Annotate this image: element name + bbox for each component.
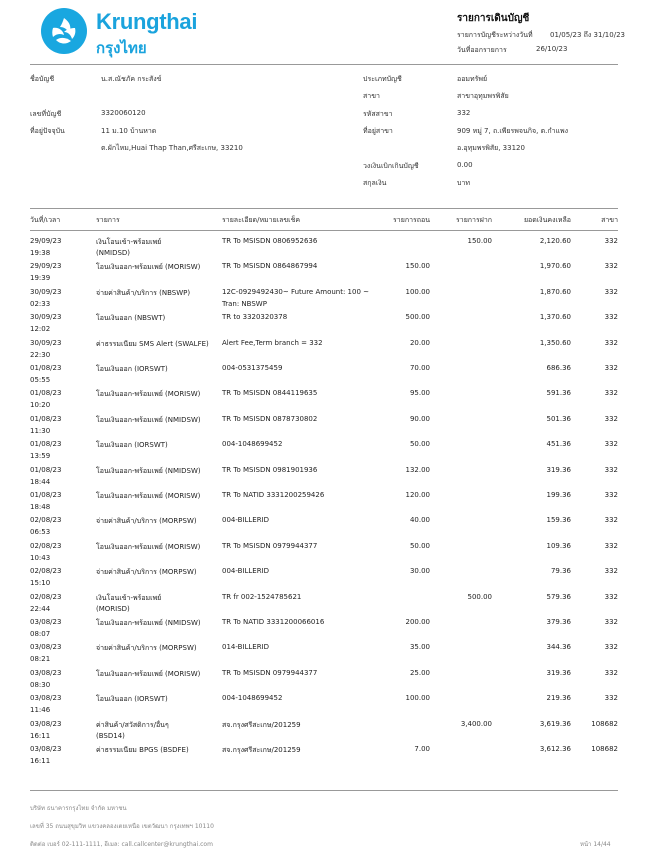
branch-address-line1: 909 หมู่ 7, ถ.เพียรพจนกิจ, ต.กำแพง bbox=[457, 127, 569, 135]
branch-name: สาขาอุทุมพรพิสัย bbox=[457, 92, 509, 100]
row-branch: 332 bbox=[604, 313, 618, 322]
row-branch: 332 bbox=[604, 567, 618, 576]
branch-code: 332 bbox=[457, 109, 471, 117]
row-withdraw: 100.00 bbox=[405, 694, 430, 703]
row-balance: 591.36 bbox=[546, 389, 571, 398]
row-deposit: 500.00 bbox=[467, 592, 492, 601]
row-item: จ่ายค่าสินค้า/บริการ (MORPSW) bbox=[96, 517, 197, 526]
row-branch: 332 bbox=[604, 541, 618, 550]
row-withdraw: 25.00 bbox=[409, 668, 430, 677]
row-branch: 332 bbox=[604, 643, 618, 652]
row-detail: TR To MSISDN 0979944377 bbox=[222, 541, 318, 550]
row-withdraw: 50.00 bbox=[409, 440, 430, 449]
row-withdraw: 150.00 bbox=[405, 262, 430, 271]
account-number: 3320060120 bbox=[101, 109, 146, 117]
row-balance: 579.36 bbox=[546, 592, 571, 601]
issue-date-label: วันที่ออกรายการ bbox=[457, 46, 507, 54]
footer-divider bbox=[30, 790, 618, 791]
row-time: 11:46 bbox=[30, 706, 51, 715]
row-detail2: Tran: NBSWP bbox=[222, 299, 267, 308]
row-item: โอนเงินออก-พร้อมเพย์ (NMIDSW) bbox=[96, 415, 201, 424]
period-label: รายการบัญชีระหว่างวันที่ bbox=[457, 31, 533, 39]
row-item: ค่าธรรมเนียม SMS Alert (SWALFE) bbox=[96, 339, 209, 348]
row-date: 30/09/23 bbox=[30, 338, 62, 347]
row-item: จ่ายค่าสินค้า/บริการ (MORPSW) bbox=[96, 644, 197, 653]
row-date: 02/08/23 bbox=[30, 567, 62, 576]
row-date: 03/08/23 bbox=[30, 745, 62, 753]
row-item: เงินโอนเข้า-พร้อมเพย์ bbox=[96, 238, 162, 246]
row-time: 19:39 bbox=[30, 274, 51, 283]
row-balance: 79.36 bbox=[550, 567, 571, 576]
row-detail: สจ.กรุงศรีสะเกษ/201259 bbox=[222, 720, 301, 729]
row-date: 01/08/23 bbox=[30, 389, 62, 398]
row-detail: 004-1048699452 bbox=[222, 440, 283, 449]
row-withdraw: 40.00 bbox=[409, 516, 430, 525]
row-detail: TR To MSISDN 0981901936 bbox=[222, 465, 318, 474]
row-item2: (MORISD) bbox=[96, 604, 130, 613]
row-time: 08:30 bbox=[30, 680, 51, 689]
row-deposit: 3,400.00 bbox=[460, 719, 492, 728]
row-withdraw: 95.00 bbox=[409, 389, 430, 398]
branch-address-line2: อ.อุทุมพรพิสัย, 33120 bbox=[457, 144, 525, 152]
doc-title: รายการเดินบัญชี bbox=[457, 13, 530, 24]
row-time: 22:44 bbox=[30, 604, 51, 613]
row-item: โอนเงินออก-พร้อมเพย์ (NMIDSW) bbox=[96, 619, 201, 627]
row-date: 01/08/23 bbox=[30, 491, 62, 499]
row-detail: 004-BILLERID bbox=[222, 516, 270, 525]
row-detail: TR To MSISDN 0864867994 bbox=[222, 262, 318, 271]
row-branch: 108682 bbox=[591, 745, 618, 753]
row-balance: 344.36 bbox=[546, 643, 571, 652]
row-branch: 332 bbox=[604, 237, 618, 245]
branch-code-label: รหัสสาขา bbox=[363, 110, 393, 118]
row-withdraw: 90.00 bbox=[409, 414, 430, 423]
row-branch: 332 bbox=[604, 262, 618, 271]
row-withdraw: 200.00 bbox=[405, 618, 430, 626]
row-time: 12:02 bbox=[30, 325, 51, 334]
row-detail: TR To MSISDN 0878730802 bbox=[222, 414, 318, 423]
address-line1: 11 ม.10 บ้านหาด bbox=[101, 127, 157, 135]
row-time: 18:48 bbox=[30, 503, 51, 511]
row-withdraw: 7.00 bbox=[414, 745, 430, 753]
col-header-detail: รายละเอียด/หมายเลขเช็ค bbox=[222, 216, 300, 224]
row-date: 01/08/23 bbox=[30, 440, 62, 449]
address-label: ที่อยู่ปัจจุบัน bbox=[30, 127, 65, 135]
row-time: 16:11 bbox=[30, 731, 51, 740]
row-item: โอนเงินออก-พร้อมเพย์ (MORISW) bbox=[96, 390, 201, 399]
row-time: 10:43 bbox=[30, 553, 51, 562]
row-branch: 332 bbox=[604, 338, 618, 347]
address-line2: ต.ผักไหม,Huai Thap Than,ศรีสะเกษ, 33210 bbox=[101, 144, 243, 152]
row-branch: 332 bbox=[604, 287, 618, 296]
row-detail: 12C-0929492430~ Future Amount: 100 ~ bbox=[222, 287, 370, 296]
row-time: 15:10 bbox=[30, 579, 51, 588]
row-balance: 159.36 bbox=[546, 516, 571, 525]
row-time: 11:30 bbox=[30, 426, 51, 435]
row-balance: 3,619.36 bbox=[539, 719, 571, 728]
row-time: 19:38 bbox=[30, 249, 51, 257]
row-time: 10:20 bbox=[30, 401, 51, 410]
brand-name-en: Krungthai bbox=[96, 9, 198, 34]
footer-company: บริษัท ธนาคารกรุงไทย จำกัด มหาชน bbox=[30, 805, 127, 812]
row-time: 22:30 bbox=[30, 350, 51, 359]
row-withdraw: 132.00 bbox=[405, 465, 430, 474]
row-detail: 004-0531375459 bbox=[222, 364, 283, 372]
col-header-withdraw: รายการถอน bbox=[393, 216, 430, 224]
row-withdraw: 500.00 bbox=[405, 313, 430, 322]
row-item: ค่าธรรมเนียม BPGS (BSDFE) bbox=[96, 746, 189, 754]
row-detail: Alert Fee,Term branch = 332 bbox=[222, 338, 323, 347]
row-time: 13:59 bbox=[30, 452, 51, 461]
row-detail: TR To MSISDN 0844119635 bbox=[222, 389, 318, 398]
row-date: 03/08/23 bbox=[30, 618, 62, 626]
row-withdraw: 70.00 bbox=[409, 364, 430, 372]
row-balance: 2,120.60 bbox=[539, 237, 571, 245]
row-balance: 109.36 bbox=[546, 541, 571, 550]
row-balance: 1,350.60 bbox=[539, 338, 571, 347]
row-withdraw: 50.00 bbox=[409, 541, 430, 550]
footer-address: เลขที่ 35 ถนนสุขุมวิท แขวงคลองเตยเหนือ เขตวัฒนา กรุงเทพฯ 10110 bbox=[30, 823, 214, 830]
row-date: 03/08/23 bbox=[30, 643, 62, 652]
currency-label: สกุลเงิน bbox=[363, 179, 387, 187]
row-withdraw: 20.00 bbox=[409, 338, 430, 347]
row-date: 01/08/23 bbox=[30, 414, 62, 423]
row-date: 03/08/23 bbox=[30, 668, 62, 677]
row-item: โอนเงินออก (IORSWT) bbox=[96, 695, 168, 704]
footer-contact: ติดต่อ เบอร์ 02-111-1111, อีเมล: call.callcenter@krungthai.com bbox=[30, 841, 213, 848]
row-detail: TR To NATID 3331200259426 bbox=[222, 491, 325, 499]
row-balance: 219.36 bbox=[546, 694, 571, 703]
row-branch: 332 bbox=[604, 491, 618, 499]
row-withdraw: 100.00 bbox=[405, 287, 430, 296]
overdraft-label: วงเงินเบิกเกินบัญชี bbox=[363, 162, 419, 170]
header-divider bbox=[30, 64, 618, 65]
row-branch: 332 bbox=[604, 389, 618, 398]
row-date: 03/08/23 bbox=[30, 694, 62, 703]
row-time: 02:33 bbox=[30, 299, 51, 308]
col-header-balance: ยอดเงินคงเหลือ bbox=[523, 216, 571, 224]
row-date: 01/08/23 bbox=[30, 364, 62, 372]
row-detail: TR to 3320320378 bbox=[222, 313, 288, 322]
row-time: 18:44 bbox=[30, 477, 51, 486]
row-date: 30/09/23 bbox=[30, 287, 62, 296]
row-time: 08:07 bbox=[30, 630, 51, 638]
brand-name-th: กรุงไทย bbox=[96, 39, 147, 57]
row-branch: 108682 bbox=[591, 719, 618, 728]
account-type: ออมทรัพย์ bbox=[457, 75, 488, 83]
row-date: 01/08/23 bbox=[30, 465, 62, 474]
row-branch: 332 bbox=[604, 668, 618, 677]
table-top-divider bbox=[30, 208, 618, 209]
account-type-label: ประเภทบัญชี bbox=[363, 75, 402, 83]
row-balance: 451.36 bbox=[546, 440, 571, 449]
account-name: น.ส.ณัชภัค กระสังข์ bbox=[101, 75, 162, 83]
row-item: โอนเงินออก-พร้อมเพย์ (MORISW) bbox=[96, 669, 201, 678]
row-item: ค่าสินค้า/สวัสดิการ/อื่นๆ bbox=[96, 720, 169, 729]
footer-page-number: หน้า 14/44 bbox=[580, 841, 611, 848]
row-deposit: 150.00 bbox=[467, 237, 492, 245]
row-branch: 332 bbox=[604, 440, 618, 449]
row-date: 02/08/23 bbox=[30, 592, 62, 601]
row-time: 16:11 bbox=[30, 757, 51, 765]
row-balance: 501.36 bbox=[546, 414, 571, 423]
col-header-item: รายการ bbox=[96, 216, 120, 224]
row-item2: (BSD14) bbox=[96, 731, 125, 740]
row-branch: 332 bbox=[604, 414, 618, 423]
row-withdraw: 30.00 bbox=[409, 567, 430, 576]
row-item: โอนเงินออก (IORSWT) bbox=[96, 365, 168, 373]
row-balance: 1,970.60 bbox=[539, 262, 571, 271]
row-detail: 004-BILLERID bbox=[222, 567, 270, 576]
row-balance: 1,370.60 bbox=[539, 313, 571, 322]
row-branch: 332 bbox=[604, 364, 618, 372]
col-header-date: วันที่/เวลา bbox=[30, 216, 61, 224]
row-balance: 3,612.36 bbox=[539, 745, 571, 753]
row-date: 02/08/23 bbox=[30, 516, 62, 525]
row-detail: TR To MSISDN 0806952636 bbox=[222, 237, 318, 245]
row-balance: 199.36 bbox=[546, 491, 571, 499]
row-detail: TR To NATID 3331200066016 bbox=[222, 618, 325, 626]
row-branch: 332 bbox=[604, 465, 618, 474]
row-balance: 379.36 bbox=[546, 618, 571, 626]
row-item2: (NMIDSD) bbox=[96, 249, 131, 257]
row-item: จ่ายค่าสินค้า/บริการ (MORPSW) bbox=[96, 568, 197, 577]
row-time: 08:21 bbox=[30, 655, 51, 664]
row-withdraw: 120.00 bbox=[405, 491, 430, 499]
branch-label: สาขา bbox=[363, 92, 380, 100]
row-item: โอนเงินออก-พร้อมเพย์ (MORISW) bbox=[96, 492, 201, 500]
row-branch: 332 bbox=[604, 592, 618, 601]
row-balance: 319.36 bbox=[546, 465, 571, 474]
row-detail: สจ.กรุงศรีสะเกษ/201259 bbox=[222, 746, 301, 754]
row-detail: 014-BILLERID bbox=[222, 643, 270, 652]
row-detail: 004-1048699452 bbox=[222, 694, 283, 703]
row-item: จ่ายค่าสินค้า/บริการ (NBSWP) bbox=[96, 288, 191, 297]
issue-date-value: 26/10/23 bbox=[536, 45, 568, 53]
account-number-label: เลขที่บัญชี bbox=[30, 110, 62, 118]
row-date: 02/08/23 bbox=[30, 541, 62, 550]
period-value: 01/05/23 ถึง 31/10/23 bbox=[550, 31, 625, 39]
row-time: 06:53 bbox=[30, 528, 51, 537]
row-time: 05:55 bbox=[30, 376, 51, 384]
overdraft-value: 0.00 bbox=[457, 161, 473, 169]
row-date: 30/09/23 bbox=[30, 313, 62, 322]
row-detail: TR To MSISDN 0979944377 bbox=[222, 668, 318, 677]
row-date: 29/09/23 bbox=[30, 237, 62, 245]
row-branch: 332 bbox=[604, 516, 618, 525]
row-balance: 686.36 bbox=[546, 364, 571, 372]
currency-value: บาท bbox=[457, 179, 470, 187]
branch-address-label: ที่อยู่สาขา bbox=[363, 127, 393, 135]
row-item: โอนเงินออก-พร้อมเพย์ (MORISW) bbox=[96, 263, 201, 272]
krungthai-logo-icon bbox=[41, 8, 87, 54]
row-item: เงินโอนเข้า-พร้อมเพย์ bbox=[96, 593, 162, 602]
row-balance: 319.36 bbox=[546, 668, 571, 677]
row-item: โอนเงินออก (NBSWT) bbox=[96, 314, 166, 323]
row-date: 29/09/23 bbox=[30, 262, 62, 271]
account-name-label: ชื่อบัญชี bbox=[30, 75, 55, 83]
row-date: 03/08/23 bbox=[30, 719, 62, 728]
row-item: โอนเงินออก-พร้อมเพย์ (NMIDSW) bbox=[96, 466, 201, 475]
col-header-branch: สาขา bbox=[601, 216, 618, 224]
row-branch: 332 bbox=[604, 694, 618, 703]
col-header-deposit: รายการฝาก bbox=[456, 216, 492, 224]
row-item: โอนเงินออก-พร้อมเพย์ (MORISW) bbox=[96, 542, 201, 551]
row-item: โอนเงินออก (IORSWT) bbox=[96, 441, 168, 450]
table-header-divider bbox=[30, 230, 618, 231]
row-withdraw: 35.00 bbox=[409, 643, 430, 652]
row-branch: 332 bbox=[604, 618, 618, 626]
row-detail: TR fr 002-1524785621 bbox=[222, 592, 302, 601]
row-balance: 1,870.60 bbox=[539, 287, 571, 296]
